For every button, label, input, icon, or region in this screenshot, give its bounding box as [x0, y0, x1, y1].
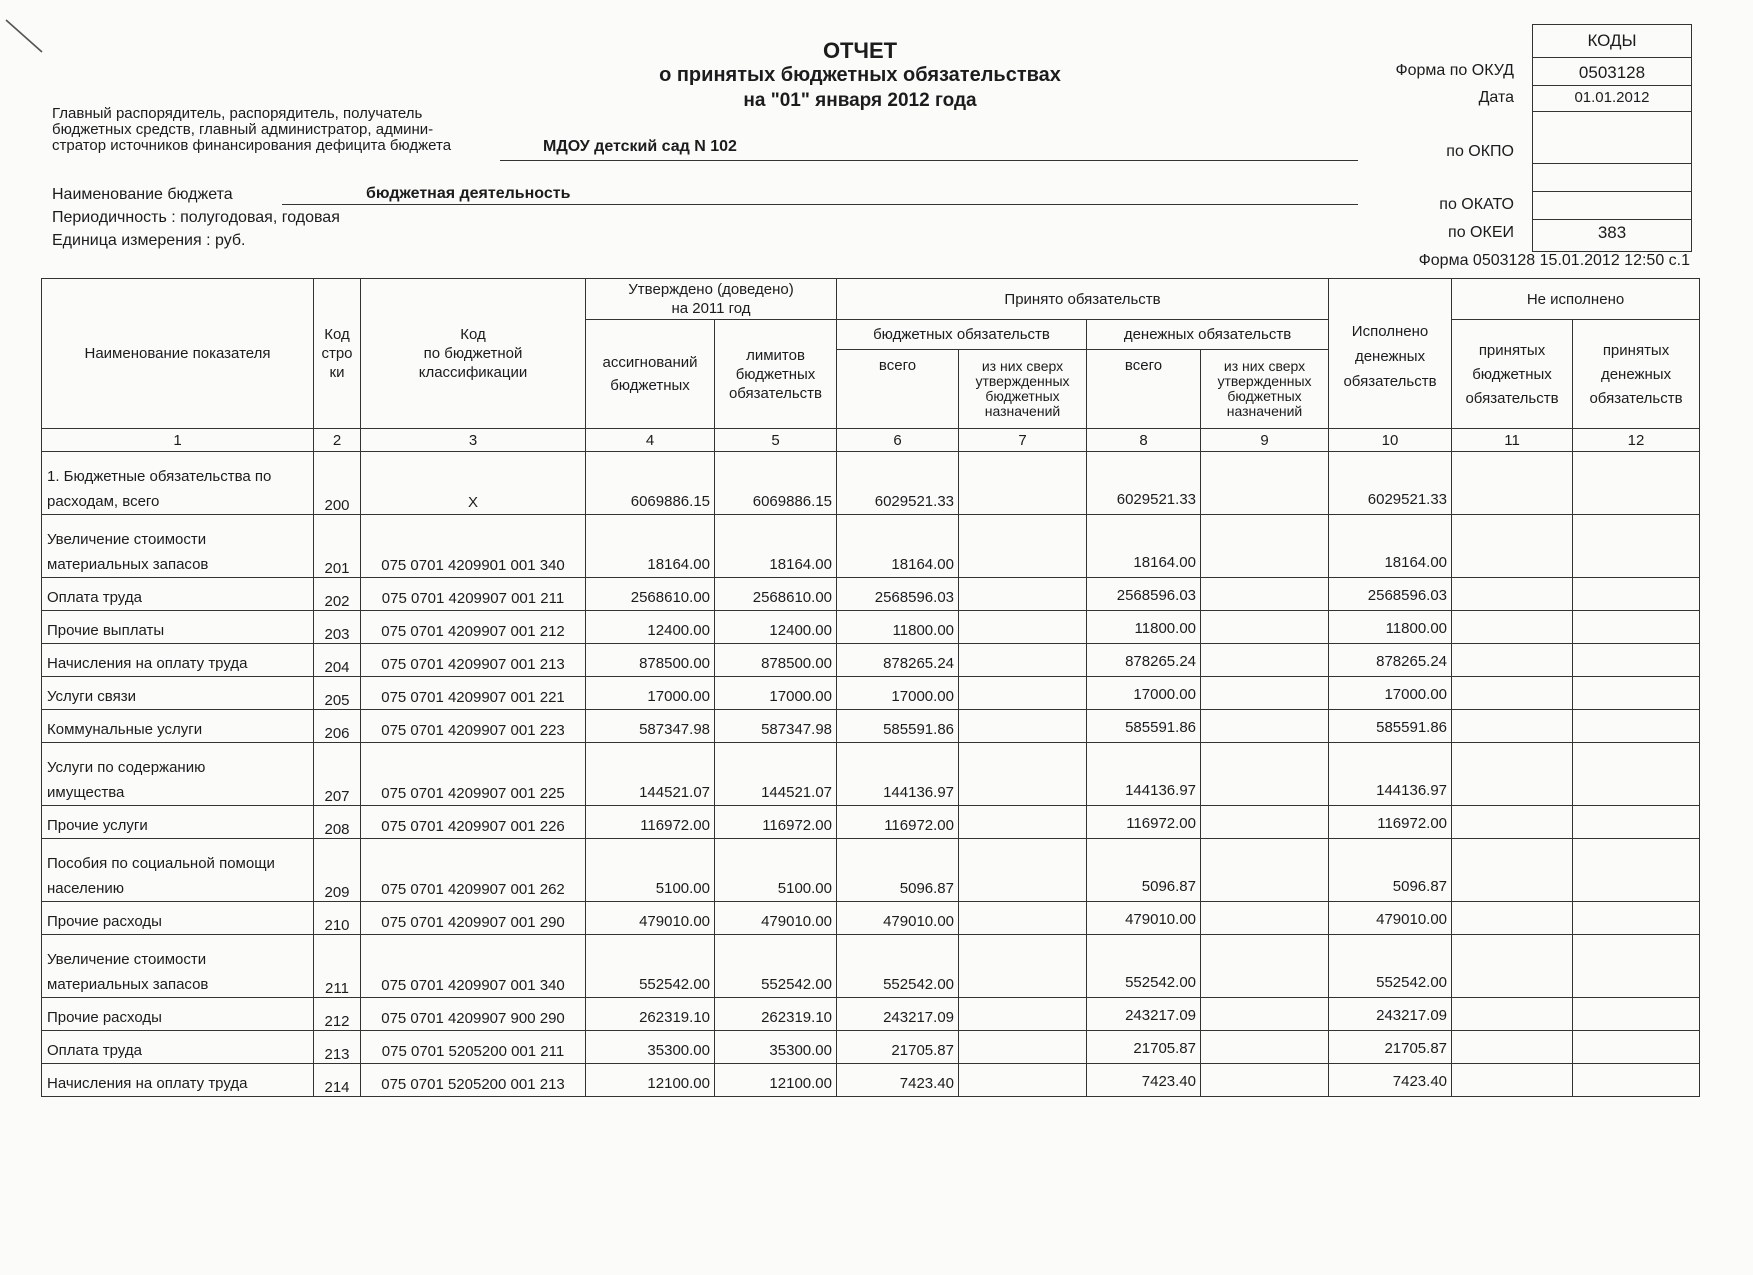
table-row: [42, 515, 1700, 578]
row-name: [42, 644, 314, 677]
row-classification: 075 0701 5205200 001 213: [361, 1064, 586, 1097]
row-unexec-budget: [1452, 644, 1573, 677]
row-unexec-budget: [1452, 1064, 1573, 1097]
row-budget-total: 552542.00: [837, 935, 959, 998]
row-assignments: 12400.00: [586, 611, 715, 644]
row-name-line: Пособия по социальной помощи: [47, 855, 275, 872]
row-money-over: [1201, 1031, 1329, 1064]
report-subtitle: о принятых бюджетных обязательствах: [659, 64, 1061, 86]
report-title: ОТЧЕТ: [822, 38, 898, 63]
row-limits: 878500.00: [715, 644, 837, 677]
row-assignments: 35300.00: [586, 1031, 715, 1064]
row-name: [42, 935, 314, 998]
row-budget-total: 17000.00: [837, 677, 959, 710]
header-executed: Исполнено денежных обязательств: [1329, 279, 1452, 429]
table-row: [42, 935, 1700, 998]
row-name-line: Начисления на оплату труда: [47, 1075, 248, 1092]
table-row: [42, 839, 1700, 902]
row-money-over: [1201, 677, 1329, 710]
okato-label: по ОКАТО: [1439, 196, 1514, 213]
row-unexec-money: [1573, 743, 1700, 806]
row-money-over: [1201, 452, 1329, 515]
row-unexec-money: [1573, 1064, 1700, 1097]
header-limits: лимитов бюджетных обязательств: [715, 320, 837, 429]
col-number: 3: [361, 429, 586, 452]
row-executed: 21705.87: [1329, 1031, 1452, 1064]
row-classification: 075 0701 4209907 001 340: [361, 935, 586, 998]
row-unexec-money: [1573, 452, 1700, 515]
row-limits: 17000.00: [715, 677, 837, 710]
row-budget-total: 5096.87: [837, 839, 959, 902]
row-assignments: 878500.00: [586, 644, 715, 677]
row-unexec-budget: [1452, 515, 1573, 578]
row-money-over: [1201, 578, 1329, 611]
row-budget-over: [959, 743, 1087, 806]
row-budget-over: [959, 998, 1087, 1031]
row-code: 214: [314, 1064, 361, 1097]
row-assignments: 262319.10: [586, 998, 715, 1031]
row-code: 212: [314, 998, 361, 1031]
row-money-total: 144136.97: [1087, 743, 1201, 806]
row-classification: 075 0701 4209907 001 212: [361, 611, 586, 644]
row-unexec-money: [1573, 1031, 1700, 1064]
row-limits: 2568610.00: [715, 578, 837, 611]
row-name: [42, 515, 314, 578]
row-name-line: Увеличение стоимости: [47, 951, 207, 968]
row-classification: 075 0701 4209907 001 290: [361, 902, 586, 935]
row-executed: 479010.00: [1329, 902, 1452, 935]
row-budget-over: [959, 578, 1087, 611]
row-executed: 243217.09: [1329, 998, 1452, 1031]
row-unexec-money: [1573, 677, 1700, 710]
report-date-line: на "01" января 2012 года: [743, 90, 977, 111]
row-code: 210: [314, 902, 361, 935]
row-unexec-budget: [1452, 935, 1573, 998]
row-limits: 12400.00: [715, 611, 837, 644]
okud-label: Форма по ОКУД: [1395, 62, 1514, 79]
header-name: Наименование показателя: [42, 279, 314, 429]
row-unexec-budget: [1452, 743, 1573, 806]
periodicity: Периодичность : полугодовая, годовая: [52, 209, 340, 226]
row-unexec-budget: [1452, 902, 1573, 935]
row-budget-over: [959, 611, 1087, 644]
col-number: 8: [1087, 429, 1201, 452]
table-row: [42, 1031, 1700, 1064]
col-number: 12: [1573, 429, 1700, 452]
table-row: [42, 743, 1700, 806]
org-label-line: стратор источников финансирования дефицита бюджета: [52, 137, 452, 154]
row-money-total: 243217.09: [1087, 998, 1201, 1031]
row-budget-total: 878265.24: [837, 644, 959, 677]
row-budget-total: 479010.00: [837, 902, 959, 935]
row-executed: 552542.00: [1329, 935, 1452, 998]
col-number: 1: [42, 429, 314, 452]
row-unexec-budget: [1452, 452, 1573, 515]
row-name: [42, 839, 314, 902]
row-budget-total: 7423.40: [837, 1064, 959, 1097]
header-budget-total: всего: [837, 350, 959, 429]
table-row: [42, 806, 1700, 839]
row-classification: 075 0701 4209907 900 290: [361, 998, 586, 1031]
row-money-over: [1201, 839, 1329, 902]
row-name: [42, 578, 314, 611]
row-classification: 075 0701 4209907 001 262: [361, 839, 586, 902]
row-name: [42, 998, 314, 1031]
header-not-executed: Не исполнено: [1452, 279, 1700, 320]
row-budget-total: 21705.87: [837, 1031, 959, 1064]
row-limits: 18164.00: [715, 515, 837, 578]
row-unexec-money: [1573, 611, 1700, 644]
header-budget-over: из них сверх утвержденных бюджетных назначений: [959, 350, 1087, 429]
header-money-total: всего: [1087, 350, 1201, 429]
row-assignments: 18164.00: [586, 515, 715, 578]
row-name: [42, 611, 314, 644]
row-budget-total: 585591.86: [837, 710, 959, 743]
row-budget-over: [959, 806, 1087, 839]
row-classification: 075 0701 4209907 001 221: [361, 677, 586, 710]
col-number: 7: [959, 429, 1087, 452]
org-label-line: Главный распорядитель, распорядитель, получатель: [52, 105, 423, 122]
row-money-over: [1201, 611, 1329, 644]
row-unexec-budget: [1452, 806, 1573, 839]
row-limits: 552542.00: [715, 935, 837, 998]
col-number: 2: [314, 429, 361, 452]
row-name-line: Услуги по содержанию: [47, 759, 206, 776]
row-assignments: 6069886.15: [586, 452, 715, 515]
row-name-line: Услуги связи: [47, 688, 136, 705]
row-executed: 5096.87: [1329, 839, 1452, 902]
row-classification: 075 0701 4209901 001 340: [361, 515, 586, 578]
row-money-over: [1201, 644, 1329, 677]
header-line-code: Код стро ки: [314, 279, 361, 429]
row-code: 213: [314, 1031, 361, 1064]
table-row: [42, 611, 1700, 644]
header-accepted-budget: принятых бюджетных обязательств: [1452, 320, 1573, 429]
row-name-line: Коммунальные услуги: [47, 721, 203, 738]
header-approved: Утверждено (доведено) на 2011 год: [586, 279, 837, 320]
row-name-line: материальных запасов: [47, 556, 209, 573]
budget-underline: [282, 204, 1358, 205]
row-assignments: 144521.07: [586, 743, 715, 806]
row-unexec-money: [1573, 998, 1700, 1031]
row-code: 202: [314, 578, 361, 611]
row-unexec-money: [1573, 806, 1700, 839]
row-code: 209: [314, 839, 361, 902]
row-name: [42, 1031, 314, 1064]
row-unexec-budget: [1452, 677, 1573, 710]
row-money-over: [1201, 743, 1329, 806]
row-budget-over: [959, 1031, 1087, 1064]
row-classification: 075 0701 4209907 001 226: [361, 806, 586, 839]
row-budget-total: 2568596.03: [837, 578, 959, 611]
row-name-line: Оплата труда: [47, 589, 142, 606]
row-name: [42, 1064, 314, 1097]
table-row: [42, 1064, 1700, 1097]
row-money-total: 21705.87: [1087, 1031, 1201, 1064]
row-budget-total: 6029521.33: [837, 452, 959, 515]
row-money-total: 6029521.33: [1087, 452, 1201, 515]
row-unexec-budget: [1452, 839, 1573, 902]
row-limits: 35300.00: [715, 1031, 837, 1064]
row-unexec-budget: [1452, 998, 1573, 1031]
row-money-total: 7423.40: [1087, 1064, 1201, 1097]
row-budget-over: [959, 677, 1087, 710]
row-classification: 075 0701 4209907 001 223: [361, 710, 586, 743]
row-money-total: 585591.86: [1087, 710, 1201, 743]
row-name-line: Оплата труда: [47, 1042, 142, 1059]
row-budget-over: [959, 452, 1087, 515]
row-money-total: 18164.00: [1087, 515, 1201, 578]
row-budget-over: [959, 1064, 1087, 1097]
row-unexec-money: [1573, 644, 1700, 677]
row-budget-total: 243217.09: [837, 998, 959, 1031]
row-unexec-budget: [1452, 611, 1573, 644]
row-name: [42, 806, 314, 839]
row-code: 211: [314, 935, 361, 998]
row-money-over: [1201, 902, 1329, 935]
row-name-line: Прочие расходы: [47, 1009, 162, 1026]
row-unexec-budget: [1452, 578, 1573, 611]
row-name-line: 1. Бюджетные обязательства по: [47, 468, 272, 485]
row-executed: 7423.40: [1329, 1064, 1452, 1097]
row-assignments: 2568610.00: [586, 578, 715, 611]
table-row: [42, 998, 1700, 1031]
row-money-total: 17000.00: [1087, 677, 1201, 710]
row-budget-over: [959, 839, 1087, 902]
row-unexec-money: [1573, 515, 1700, 578]
row-name-line: населению: [47, 880, 124, 897]
row-executed: 585591.86: [1329, 710, 1452, 743]
row-assignments: 12100.00: [586, 1064, 715, 1097]
okud-value: 0503128: [1578, 63, 1646, 82]
row-assignments: 552542.00: [586, 935, 715, 998]
row-name-line: Прочие выплаты: [47, 622, 165, 639]
row-assignments: 17000.00: [586, 677, 715, 710]
row-money-over: [1201, 998, 1329, 1031]
row-code: 207: [314, 743, 361, 806]
col-number: 10: [1329, 429, 1452, 452]
org-label: [52, 106, 451, 154]
okei-label: по ОКЕИ: [1448, 224, 1514, 241]
row-budget-total: 11800.00: [837, 611, 959, 644]
row-name-line: Прочие расходы: [47, 913, 162, 930]
row-budget-over: [959, 935, 1087, 998]
row-classification: 075 0701 4209907 001 211: [361, 578, 586, 611]
row-code: 206: [314, 710, 361, 743]
row-assignments: 587347.98: [586, 710, 715, 743]
row-limits: 12100.00: [715, 1064, 837, 1097]
header-accepted-money: принятых денежных обязательств: [1573, 320, 1700, 429]
table-row: [42, 644, 1700, 677]
row-limits: 6069886.15: [715, 452, 837, 515]
header-money-over: из них сверх утвержденных бюджетных назначений: [1201, 350, 1329, 429]
row-name-line: Прочие услуги: [47, 817, 148, 834]
table-row: [42, 710, 1700, 743]
row-name: [42, 677, 314, 710]
table-row: [42, 452, 1700, 515]
table-row: [42, 578, 1700, 611]
header-budget-obligations: бюджетных обязательств: [837, 320, 1087, 350]
row-money-total: 878265.24: [1087, 644, 1201, 677]
row-money-over: [1201, 515, 1329, 578]
row-executed: 11800.00: [1329, 611, 1452, 644]
date-value: 01.01.2012: [1574, 89, 1650, 106]
row-classification: 075 0701 5205200 001 211: [361, 1031, 586, 1064]
row-money-total: 11800.00: [1087, 611, 1201, 644]
row-executed: 878265.24: [1329, 644, 1452, 677]
row-classification: 075 0701 4209907 001 225: [361, 743, 586, 806]
row-executed: 6029521.33: [1329, 452, 1452, 515]
row-name: [42, 902, 314, 935]
row-name-line: материальных запасов: [47, 976, 209, 993]
row-name: [42, 710, 314, 743]
row-unexec-money: [1573, 902, 1700, 935]
codes-title: КОДЫ: [1587, 31, 1637, 50]
row-code: 201: [314, 515, 361, 578]
row-code: 205: [314, 677, 361, 710]
row-unexec-money: [1573, 839, 1700, 902]
budget-label: Наименование бюджета: [52, 186, 233, 203]
row-limits: 144521.07: [715, 743, 837, 806]
row-limits: 479010.00: [715, 902, 837, 935]
row-money-total: 116972.00: [1087, 806, 1201, 839]
row-unexec-money: [1573, 578, 1700, 611]
row-classification: 075 0701 4209907 001 213: [361, 644, 586, 677]
row-name: [42, 743, 314, 806]
row-code: 200: [314, 452, 361, 515]
row-budget-total: 18164.00: [837, 515, 959, 578]
row-unexec-money: [1573, 710, 1700, 743]
header-accepted: Принято обязательств: [837, 279, 1329, 320]
row-money-over: [1201, 710, 1329, 743]
row-name-line: Начисления на оплату труда: [47, 655, 248, 672]
row-assignments: 479010.00: [586, 902, 715, 935]
col-number: 5: [715, 429, 837, 452]
row-executed: 18164.00: [1329, 515, 1452, 578]
row-assignments: 5100.00: [586, 839, 715, 902]
row-name: [42, 452, 314, 515]
row-unexec-money: [1573, 935, 1700, 998]
row-budget-total: 116972.00: [837, 806, 959, 839]
col-number: 9: [1201, 429, 1329, 452]
row-limits: 587347.98: [715, 710, 837, 743]
table-row: [42, 677, 1700, 710]
row-executed: 17000.00: [1329, 677, 1452, 710]
row-budget-over: [959, 515, 1087, 578]
row-classification: X: [361, 452, 586, 515]
row-executed: 116972.00: [1329, 806, 1452, 839]
row-name-line: имущества: [47, 784, 125, 801]
row-unexec-budget: [1452, 710, 1573, 743]
table-row: [42, 902, 1700, 935]
row-code: 208: [314, 806, 361, 839]
row-budget-total: 144136.97: [837, 743, 959, 806]
row-code: 203: [314, 611, 361, 644]
row-budget-over: [959, 644, 1087, 677]
row-budget-over: [959, 710, 1087, 743]
row-budget-over: [959, 902, 1087, 935]
row-money-total: 479010.00: [1087, 902, 1201, 935]
table-body: [42, 452, 1700, 1097]
pen-mark: [4, 18, 46, 56]
row-name-line: Увеличение стоимости: [47, 531, 207, 548]
row-executed: 144136.97: [1329, 743, 1452, 806]
date-label: Дата: [1478, 89, 1514, 106]
row-money-total: 552542.00: [1087, 935, 1201, 998]
header-assignments: ассигнований бюджетных: [586, 320, 715, 429]
row-limits: 5100.00: [715, 839, 837, 902]
header-money-obligations: денежных обязательств: [1087, 320, 1329, 350]
row-money-over: [1201, 1064, 1329, 1097]
row-unexec-budget: [1452, 1031, 1573, 1064]
row-limits: 116972.00: [715, 806, 837, 839]
row-executed: 2568596.03: [1329, 578, 1452, 611]
row-money-over: [1201, 806, 1329, 839]
col-number: 4: [586, 429, 715, 452]
row-money-total: 5096.87: [1087, 839, 1201, 902]
form-footer: Форма 0503128 15.01.2012 12:50 с.1: [1418, 252, 1690, 269]
org-value: МДОУ детский сад N 102: [543, 138, 737, 155]
budget-value: бюджетная деятельность: [366, 185, 571, 202]
okpo-label: по ОКПО: [1446, 143, 1514, 160]
unit-of-measure: Единица измерения : руб.: [52, 232, 246, 249]
row-limits: 262319.10: [715, 998, 837, 1031]
codes-box: [1532, 24, 1692, 252]
okei-value: 383: [1597, 223, 1627, 242]
org-label-line: бюджетных средств, главный администратор, админи-: [52, 121, 434, 138]
row-code: 204: [314, 644, 361, 677]
col-number: 6: [837, 429, 959, 452]
col-number: 11: [1452, 429, 1573, 452]
row-money-over: [1201, 935, 1329, 998]
obligations-table: [41, 278, 1700, 1097]
row-assignments: 116972.00: [586, 806, 715, 839]
row-money-total: 2568596.03: [1087, 578, 1201, 611]
header-classification: Код по бюджетной классификации: [361, 279, 586, 429]
row-name-line: расходам, всего: [47, 493, 160, 510]
